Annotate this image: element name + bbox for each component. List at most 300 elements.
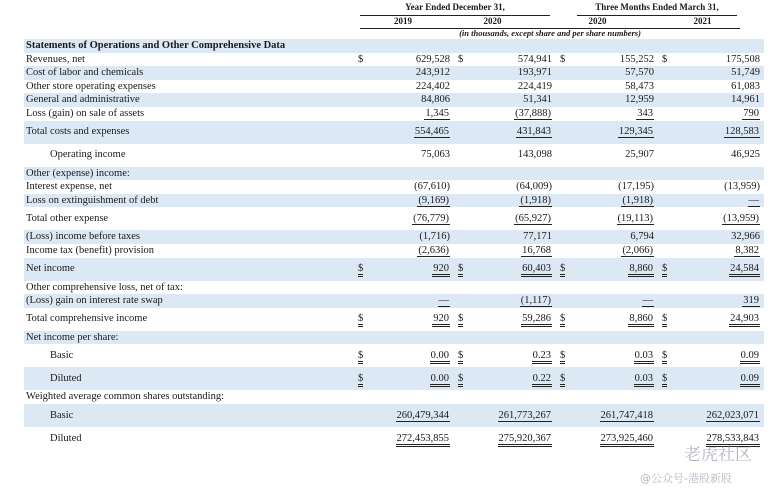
value-cell (670, 66, 764, 80)
value-cell (466, 107, 556, 121)
value-cell (670, 39, 764, 53)
currency-symbol-text: $ (662, 350, 667, 364)
currency-symbol (556, 331, 568, 345)
row-label: (Loss) gain on interest rate swap (24, 294, 354, 308)
value-cell (670, 167, 764, 181)
value-text: 224,402 (415, 80, 450, 92)
value-text: 175,508 (725, 53, 760, 65)
currency-symbol (556, 180, 568, 194)
table-row (24, 53, 764, 67)
table-row (24, 144, 764, 167)
table-row (24, 281, 764, 295)
value-text: 25,907 (625, 149, 654, 161)
col-2019-header: 2019 (394, 16, 412, 26)
row-label: Loss on extinguishment of debt (24, 194, 354, 208)
value-cell (670, 207, 764, 230)
currency-symbol (658, 207, 670, 230)
currency-symbol (658, 344, 670, 367)
currency-symbol (454, 390, 466, 404)
value-text: 574,941 (517, 53, 552, 65)
currency-symbol (556, 194, 568, 208)
value-text: 75,063 (421, 149, 450, 161)
currency-symbol-text: $ (458, 373, 463, 387)
value-text: 32,966 (731, 231, 760, 243)
value-cell (568, 207, 658, 230)
value-text: 8,860 (628, 263, 654, 277)
value-text: 128,583 (724, 126, 759, 138)
currency-symbol-text: $ (358, 313, 363, 327)
currency-symbol (454, 93, 466, 107)
value-text: 629,528 (415, 53, 450, 65)
row-label: Diluted (24, 367, 354, 390)
value-cell (568, 180, 658, 194)
currency-symbol-text: $ (560, 263, 565, 277)
currency-symbol (454, 80, 466, 94)
currency-symbol (454, 308, 466, 331)
statement-table (24, 39, 764, 450)
value-cell (364, 167, 454, 181)
value-cell (568, 194, 658, 208)
currency-symbol (454, 144, 466, 167)
value-cell (670, 308, 764, 331)
value-text: 790 (743, 108, 759, 120)
value-text: 262,023,071 (706, 409, 759, 421)
currency-symbol (454, 121, 466, 144)
row-label: Loss (gain) on sale of assets (26, 108, 145, 120)
value-cell (670, 390, 764, 404)
value-cell (466, 39, 556, 53)
currency-symbol (354, 39, 364, 53)
value-cell (670, 230, 764, 244)
value-text: 8,860 (628, 313, 654, 327)
currency-symbol (658, 367, 670, 390)
table-row (24, 121, 764, 144)
value-text: 46,925 (731, 149, 760, 161)
currency-symbol-text: $ (458, 263, 463, 277)
value-text: 278,533,843 (706, 433, 761, 447)
value-text: 51,749 (731, 67, 760, 79)
currency-symbol (556, 121, 568, 144)
currency-symbol (354, 80, 364, 94)
value-cell (670, 294, 764, 308)
currency-symbol (454, 194, 466, 208)
table-row (24, 194, 764, 208)
currency-symbol (454, 180, 466, 194)
table-row (24, 258, 764, 281)
value-cell (670, 93, 764, 107)
row-label: Diluted (50, 432, 82, 444)
value-cell (466, 390, 556, 404)
units-note: (in thousands, except share and per share numbers) (459, 28, 641, 38)
value-cell (466, 427, 556, 450)
currency-symbol (354, 53, 364, 67)
row-label: Basic (24, 404, 354, 427)
value-cell (466, 294, 556, 308)
currency-symbol (354, 144, 364, 167)
value-cell (670, 80, 764, 94)
value-cell (364, 194, 454, 208)
value-cell (364, 390, 454, 404)
value-text: — (642, 295, 653, 307)
value-cell (670, 121, 764, 144)
currency-symbol (354, 194, 364, 208)
value-text: 155,252 (619, 53, 654, 65)
value-cell (670, 258, 764, 281)
currency-symbol (354, 258, 364, 281)
value-text: (13,959) (723, 213, 759, 225)
value-cell (466, 121, 556, 144)
value-text: 920 (432, 263, 450, 277)
value-cell (568, 390, 658, 404)
value-text: 554,465 (414, 126, 449, 138)
value-text: (17,195) (618, 181, 654, 193)
currency-symbol (658, 167, 670, 181)
table-row (24, 367, 764, 390)
currency-symbol (556, 230, 568, 244)
currency-symbol (354, 93, 364, 107)
row-label: Total comprehensive income (26, 313, 148, 325)
currency-symbol (658, 121, 670, 144)
value-cell (466, 344, 556, 367)
currency-symbol-text: $ (560, 350, 565, 364)
currency-symbol (454, 244, 466, 258)
currency-symbol-text: $ (358, 350, 363, 364)
value-text: (1,918) (520, 194, 551, 206)
value-cell (670, 244, 764, 258)
table-row (24, 344, 764, 367)
currency-symbol (556, 258, 568, 281)
currency-symbol-text: $ (358, 373, 363, 387)
value-cell (364, 331, 454, 345)
table-row (24, 390, 764, 404)
value-text: (1,716) (419, 231, 450, 243)
value-cell (364, 258, 454, 281)
value-cell (568, 367, 658, 390)
currency-symbol (354, 331, 364, 345)
value-cell (568, 404, 658, 427)
currency-symbol (658, 39, 670, 53)
currency-symbol (658, 230, 670, 244)
currency-symbol (354, 107, 364, 121)
value-cell (568, 167, 658, 181)
table-row (24, 230, 764, 244)
currency-symbol (658, 244, 670, 258)
currency-symbol (354, 344, 364, 367)
table-row (24, 308, 764, 331)
value-cell (466, 207, 556, 230)
value-cell (364, 66, 454, 80)
value-cell (568, 344, 658, 367)
currency-symbol (454, 294, 466, 308)
value-cell (466, 244, 556, 258)
currency-symbol (658, 66, 670, 80)
currency-symbol (556, 93, 568, 107)
currency-symbol (354, 230, 364, 244)
value-cell (364, 121, 454, 144)
currency-symbol-text: $ (458, 53, 464, 65)
value-text: 0.03 (634, 350, 654, 364)
currency-symbol (658, 331, 670, 345)
value-text: 343 (637, 108, 653, 120)
value-text: 57,570 (625, 67, 654, 79)
value-cell (466, 281, 556, 295)
row-label: Operating income (50, 149, 126, 161)
value-cell (670, 107, 764, 121)
value-text: 59,286 (521, 313, 552, 327)
value-text: 275,920,367 (498, 433, 553, 447)
currency-symbol (556, 367, 568, 390)
value-text: 0.09 (740, 373, 760, 387)
currency-symbol (556, 207, 568, 230)
value-cell (568, 80, 658, 94)
value-cell (670, 53, 764, 67)
value-text: — (748, 194, 759, 206)
value-text: (65,927) (515, 213, 551, 225)
currency-symbol (454, 404, 466, 427)
currency-symbol-text: $ (560, 313, 565, 327)
value-cell (568, 66, 658, 80)
value-text: — (438, 295, 449, 307)
col-2020-header: 2020 (483, 16, 502, 26)
currency-symbol-text: $ (662, 263, 667, 277)
value-cell (364, 230, 454, 244)
value-text: 261,747,418 (600, 409, 653, 421)
value-cell (568, 331, 658, 345)
currency-symbol (354, 244, 364, 258)
currency-symbol (556, 144, 568, 167)
currency-symbol-text: $ (560, 53, 566, 65)
value-text: 61,083 (731, 80, 760, 92)
currency-symbol (454, 107, 466, 121)
watermark-logo-text: 老虎社区 (684, 445, 752, 465)
currency-symbol (556, 344, 568, 367)
value-text: (37,888) (515, 108, 551, 120)
value-cell (364, 308, 454, 331)
value-cell (466, 80, 556, 94)
currency-symbol (354, 207, 364, 230)
value-cell (466, 367, 556, 390)
row-label: Other comprehensive loss, net of tax: (26, 281, 183, 293)
value-cell (670, 367, 764, 390)
table-row (24, 244, 764, 258)
table-row (24, 331, 764, 345)
value-text: (13,959) (724, 181, 760, 193)
currency-symbol (454, 167, 466, 181)
value-text: 431,843 (516, 126, 551, 138)
table-row (24, 404, 764, 427)
value-text: 1,345 (425, 108, 449, 120)
table-row (24, 180, 764, 194)
row-label: Weighted average common shares outstanding: (26, 391, 225, 403)
currency-symbol (556, 244, 568, 258)
table-row (24, 66, 764, 80)
currency-symbol (556, 308, 568, 331)
row-label: Cost of labor and chemicals (24, 66, 354, 80)
value-cell (568, 93, 658, 107)
value-cell (466, 230, 556, 244)
row-label: Interest expense, net (26, 181, 113, 193)
value-cell (364, 80, 454, 94)
currency-symbol-text: $ (662, 53, 668, 65)
value-text: (76,779) (413, 213, 449, 225)
value-cell (466, 167, 556, 181)
table-row (24, 107, 764, 121)
value-cell (364, 53, 454, 67)
value-text: 24,584 (729, 263, 760, 277)
value-cell (670, 194, 764, 208)
value-cell (466, 93, 556, 107)
value-cell (466, 194, 556, 208)
value-cell (670, 180, 764, 194)
currency-symbol-text: $ (358, 53, 364, 65)
value-text: 260,479,344 (396, 409, 449, 421)
currency-symbol (658, 404, 670, 427)
value-cell (568, 144, 658, 167)
currency-symbol (658, 427, 670, 450)
value-text: 6,794 (630, 231, 654, 243)
currency-symbol (354, 404, 364, 427)
value-text: (1,918) (622, 194, 653, 206)
value-text: (9,169) (418, 194, 449, 206)
row-label: Basic (50, 350, 74, 362)
currency-symbol (658, 281, 670, 295)
currency-symbol (658, 194, 670, 208)
col-q2021-header: 2021 (693, 16, 712, 26)
currency-symbol (658, 390, 670, 404)
value-text: 129,345 (618, 126, 653, 138)
row-label: Total other expense (26, 213, 109, 225)
currency-symbol (556, 53, 568, 67)
value-text: 12,959 (625, 94, 654, 106)
value-text: 0.23 (532, 350, 552, 364)
col-q2020-header: 2020 (588, 16, 607, 26)
currency-symbol (354, 308, 364, 331)
table-row (24, 80, 764, 94)
table-row (24, 93, 764, 107)
value-cell (568, 53, 658, 67)
value-cell (568, 230, 658, 244)
currency-symbol (454, 281, 466, 295)
currency-symbol (354, 367, 364, 390)
currency-symbol (556, 107, 568, 121)
row-label: Net income (24, 258, 354, 281)
value-cell (466, 144, 556, 167)
currency-symbol (658, 294, 670, 308)
value-cell (364, 39, 454, 53)
value-text: (19,113) (617, 213, 653, 225)
value-cell (364, 281, 454, 295)
value-text: 261,773,267 (498, 409, 551, 421)
currency-symbol (556, 80, 568, 94)
table-row (24, 167, 764, 181)
currency-symbol (354, 390, 364, 404)
value-text: 0.09 (740, 350, 760, 364)
row-label: Revenues, net (26, 53, 85, 65)
currency-symbol (454, 427, 466, 450)
value-text: 0.00 (430, 350, 450, 364)
currency-symbol (556, 281, 568, 295)
value-text: 143,098 (517, 149, 552, 161)
currency-symbol (454, 66, 466, 80)
value-cell (364, 404, 454, 427)
row-label: (Loss) income before taxes (24, 230, 354, 244)
value-text: 0.00 (430, 373, 450, 387)
value-cell (364, 294, 454, 308)
value-cell (466, 53, 556, 67)
value-cell (466, 331, 556, 345)
quarter-group-header: Three Months Ended March 31, (595, 2, 719, 12)
value-text: 0.03 (634, 373, 654, 387)
currency-symbol-text: $ (560, 373, 565, 387)
value-cell (670, 344, 764, 367)
value-cell (466, 180, 556, 194)
currency-symbol (658, 53, 670, 67)
currency-symbol (658, 308, 670, 331)
currency-symbol-text: $ (458, 313, 463, 327)
currency-symbol (354, 281, 364, 295)
value-text: 8,382 (735, 244, 759, 256)
value-text: (2,066) (622, 244, 653, 256)
currency-symbol (454, 367, 466, 390)
row-label: Net income per share: (24, 331, 354, 345)
value-cell (568, 294, 658, 308)
currency-symbol (658, 107, 670, 121)
currency-symbol (658, 180, 670, 194)
value-text: 193,971 (517, 67, 552, 79)
currency-symbol-text: $ (662, 313, 667, 327)
currency-symbol (556, 66, 568, 80)
value-cell (364, 427, 454, 450)
watermark-handle: @公众号-港股新股 (640, 472, 732, 485)
value-text: 24,903 (729, 313, 760, 327)
currency-symbol (658, 93, 670, 107)
value-cell (364, 93, 454, 107)
currency-symbol (354, 294, 364, 308)
year-group-header: Year Ended December 31, (405, 2, 505, 12)
currency-symbol (658, 144, 670, 167)
value-text: (2,636) (418, 244, 449, 256)
currency-symbol-text: $ (458, 350, 463, 364)
table-row (24, 39, 764, 53)
value-cell (466, 66, 556, 80)
value-cell (466, 308, 556, 331)
value-cell (466, 404, 556, 427)
value-cell (364, 107, 454, 121)
table-row (24, 207, 764, 230)
currency-symbol (354, 66, 364, 80)
value-cell (364, 344, 454, 367)
currency-symbol (354, 180, 364, 194)
currency-symbol (556, 390, 568, 404)
value-text: 14,961 (731, 94, 760, 106)
value-text: 920 (432, 313, 450, 327)
value-cell (568, 308, 658, 331)
value-cell (568, 427, 658, 450)
value-cell (568, 258, 658, 281)
value-cell (364, 244, 454, 258)
value-cell (670, 331, 764, 345)
value-text: 272,453,855 (396, 433, 451, 447)
currency-symbol (354, 121, 364, 144)
row-label: Other (expense) income: (24, 167, 354, 181)
value-text: 224,419 (517, 80, 552, 92)
currency-symbol (556, 404, 568, 427)
row-label: Statements of Operations and Other Comprehensive Data (24, 39, 354, 53)
value-cell (568, 244, 658, 258)
value-text: 319 (743, 295, 759, 307)
value-text: 0.22 (532, 373, 552, 387)
currency-symbol (454, 39, 466, 53)
